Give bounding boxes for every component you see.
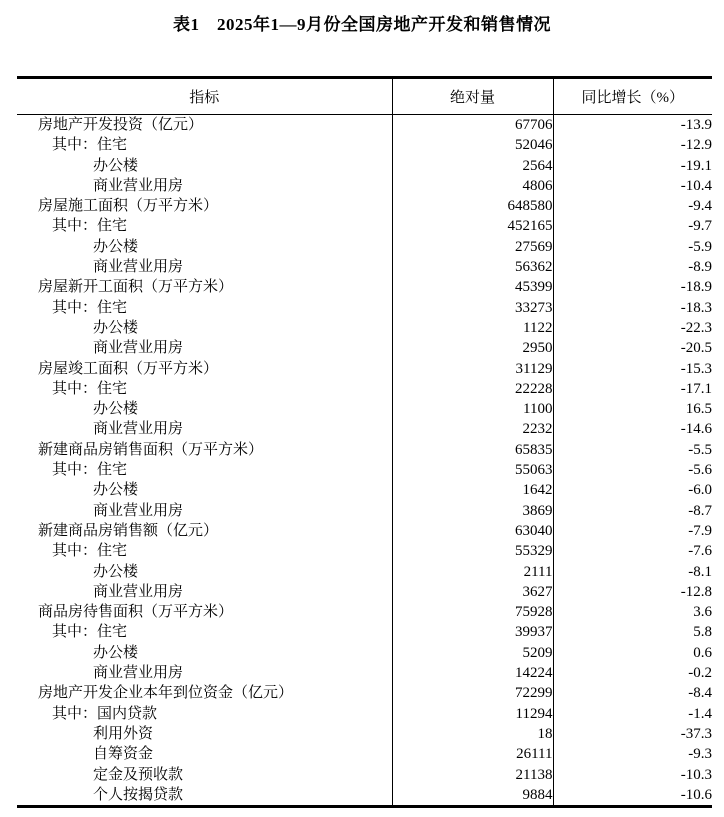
table-row [17,541,712,561]
growth-value-cell: -6.0 [553,480,712,500]
indicator-cell: 自筹资金 [93,746,154,763]
growth-value-cell: 0.6 [553,643,712,663]
growth-value-cell: -19.1 [553,156,712,176]
indicator-cell: 其中：国内贷款 [52,705,158,722]
absolute-value-cell: 67706 [392,115,553,136]
table-row [17,460,712,480]
column-header-absolute: 绝对量 [392,78,553,115]
absolute-value-cell: 18 [392,724,553,744]
indicator-cell: 商业营业用房 [93,583,184,600]
indicator-cell: 个人按揭贷款 [93,786,184,803]
absolute-value-cell: 2564 [392,156,553,176]
indicator-cell: 办公楼 [93,319,139,336]
table-body [17,115,712,807]
absolute-value-cell: 2111 [392,562,553,582]
table-row [17,399,712,419]
absolute-value-cell: 55063 [392,460,553,480]
absolute-value-cell: 648580 [392,196,553,216]
table-row [17,785,712,807]
table-row [17,521,712,541]
absolute-value-cell: 55329 [392,541,553,561]
growth-value-cell: -18.3 [553,298,712,318]
absolute-value-cell: 72299 [392,683,553,703]
growth-value-cell: -9.3 [553,744,712,764]
table-row [17,257,712,277]
absolute-value-cell: 14224 [392,663,553,683]
table-row [17,562,712,582]
indicator-cell: 房屋竣工面积（万平方米） [38,360,219,377]
growth-value-cell: -8.9 [553,257,712,277]
growth-value-cell: -14.6 [553,419,712,439]
indicator-cell: 定金及预收款 [93,766,184,783]
table-row [17,643,712,663]
column-header-growth: 同比增长（%） [553,78,712,115]
growth-value-cell: -17.1 [553,379,712,399]
table-row [17,298,712,318]
indicator-cell: 办公楼 [93,401,139,418]
growth-value-cell: -10.3 [553,765,712,785]
indicator-cell: 其中：住宅 [52,380,128,397]
growth-value-cell: 5.8 [553,622,712,642]
absolute-value-cell: 45399 [392,277,553,297]
absolute-value-cell: 5209 [392,643,553,663]
statistics-table [17,76,712,808]
growth-value-cell: -37.3 [553,724,712,744]
indicator-cell: 利用外资 [93,725,154,742]
indicator-cell: 房地产开发企业本年到位资金（亿元） [38,685,294,702]
indicator-cell: 办公楼 [93,157,139,174]
indicator-cell: 办公楼 [93,644,139,661]
indicator-cell: 办公楼 [93,238,139,255]
absolute-value-cell: 2232 [392,419,553,439]
growth-value-cell: -18.9 [553,277,712,297]
growth-value-cell: -9.4 [553,196,712,216]
growth-value-cell: 3.6 [553,602,712,622]
table-row [17,724,712,744]
growth-value-cell: -12.9 [553,135,712,155]
absolute-value-cell: 3627 [392,582,553,602]
table-row [17,663,712,683]
table-row [17,216,712,236]
growth-value-cell: -10.4 [553,176,712,196]
indicator-cell: 房屋施工面积（万平方米） [38,198,219,215]
table-row [17,683,712,703]
growth-value-cell: -10.6 [553,785,712,807]
indicator-cell: 商品房待售面积（万平方米） [38,604,234,621]
growth-value-cell: -12.8 [553,582,712,602]
statistics-table-wrapper [17,76,712,808]
table-row [17,115,712,136]
absolute-value-cell: 26111 [392,744,553,764]
indicator-cell: 其中：住宅 [52,137,128,154]
table-row [17,602,712,622]
table-row [17,704,712,724]
absolute-value-cell: 11294 [392,704,553,724]
growth-value-cell: -20.5 [553,338,712,358]
indicator-cell: 商业营业用房 [93,665,184,682]
table-row [17,277,712,297]
growth-value-cell: -15.3 [553,359,712,379]
table-row [17,318,712,338]
absolute-value-cell: 22228 [392,379,553,399]
growth-value-cell: -13.9 [553,115,712,136]
growth-value-cell: -8.7 [553,501,712,521]
absolute-value-cell: 1100 [392,399,553,419]
indicator-cell: 商业营业用房 [93,177,184,194]
growth-value-cell: -0.2 [553,663,712,683]
table-row [17,359,712,379]
absolute-value-cell: 4806 [392,176,553,196]
absolute-value-cell: 1122 [392,318,553,338]
growth-value-cell: -5.6 [553,460,712,480]
table-row [17,176,712,196]
table-row [17,196,712,216]
indicator-cell: 房屋新开工面积（万平方米） [38,279,234,296]
indicator-cell: 其中：住宅 [52,299,128,316]
indicator-cell: 商业营业用房 [93,259,184,276]
growth-value-cell: -22.3 [553,318,712,338]
growth-value-cell: -5.5 [553,440,712,460]
header-row [17,78,712,115]
table-row [17,480,712,500]
indicator-cell: 其中：住宅 [52,543,128,560]
table-row [17,744,712,764]
table-row [17,622,712,642]
absolute-value-cell: 56362 [392,257,553,277]
table-row [17,419,712,439]
indicator-cell: 房地产开发投资（亿元） [38,117,204,133]
table-row [17,135,712,155]
growth-value-cell: 16.5 [553,399,712,419]
absolute-value-cell: 39937 [392,622,553,642]
growth-value-cell: -7.6 [553,541,712,561]
absolute-value-cell: 31129 [392,359,553,379]
indicator-cell: 其中：住宅 [52,462,128,479]
table-row [17,582,712,602]
growth-value-cell: -1.4 [553,704,712,724]
absolute-value-cell: 3869 [392,501,553,521]
indicator-cell: 其中：住宅 [52,624,128,641]
absolute-value-cell: 2950 [392,338,553,358]
absolute-value-cell: 63040 [392,521,553,541]
growth-value-cell: -8.1 [553,562,712,582]
table-header [17,78,712,115]
table-title: 表1 2025年1—9月份全国房地产开发和销售情况 [173,15,551,34]
absolute-value-cell: 9884 [392,785,553,807]
absolute-value-cell: 52046 [392,135,553,155]
indicator-cell: 商业营业用房 [93,340,184,357]
absolute-value-cell: 21138 [392,765,553,785]
column-header-indicator: 指标 [17,78,392,115]
indicator-cell: 新建商品房销售额（亿元） [38,522,219,539]
indicator-cell: 办公楼 [93,482,139,499]
growth-value-cell: -8.4 [553,683,712,703]
growth-value-cell: -5.9 [553,237,712,257]
absolute-value-cell: 1642 [392,480,553,500]
growth-value-cell: -7.9 [553,521,712,541]
absolute-value-cell: 33273 [392,298,553,318]
absolute-value-cell: 452165 [392,216,553,236]
absolute-value-cell: 75928 [392,602,553,622]
growth-value-cell: -9.7 [553,216,712,236]
indicator-cell: 新建商品房销售面积（万平方米） [38,441,264,458]
table-row [17,440,712,460]
table-row [17,379,712,399]
absolute-value-cell: 27569 [392,237,553,257]
absolute-value-cell: 65835 [392,440,553,460]
indicator-cell: 办公楼 [93,563,139,580]
indicator-cell: 商业营业用房 [93,421,184,438]
indicator-cell: 商业营业用房 [93,502,184,519]
table-row [17,156,712,176]
table-row [17,765,712,785]
table-row [17,501,712,521]
indicator-cell: 其中：住宅 [52,218,128,235]
table-row [17,338,712,358]
table-row [17,237,712,257]
